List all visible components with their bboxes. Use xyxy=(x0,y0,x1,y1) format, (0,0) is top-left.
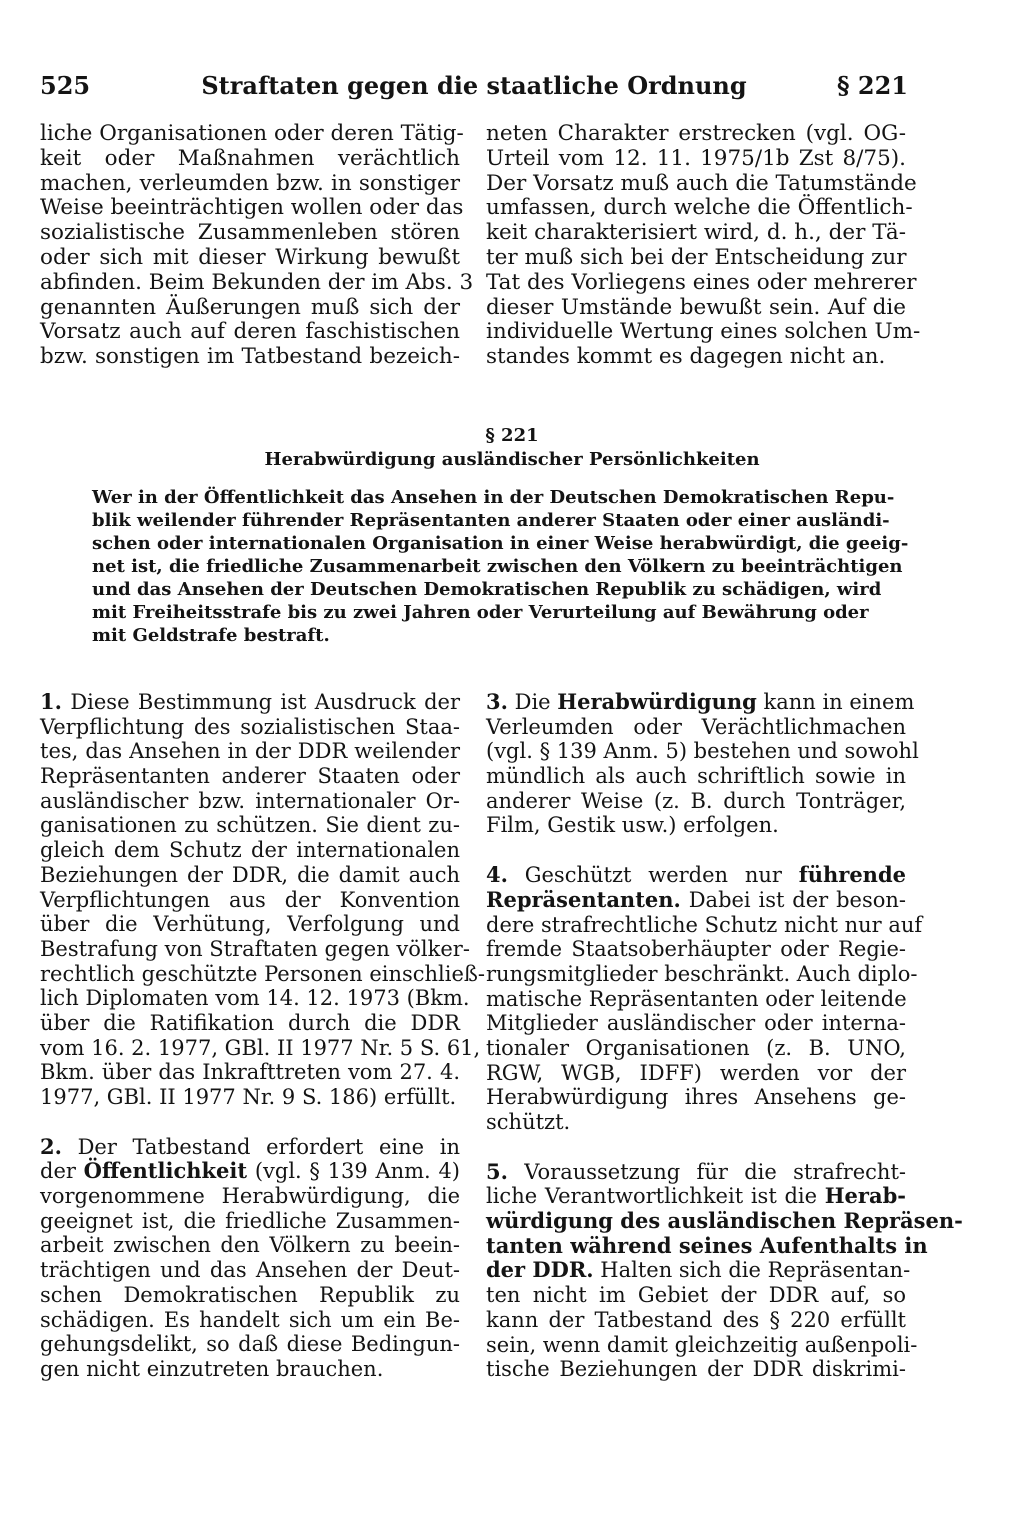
text-line: ausländischer bzw. internationaler Or- xyxy=(40,788,460,813)
text-line: bzw. sonstigen im Tatbestand bezeich- xyxy=(40,344,460,370)
section-reference: § 221 xyxy=(836,71,908,100)
text-line: Vorsatz auch auf deren faschistischen xyxy=(40,319,460,345)
text-line: ter muß sich bei der Entscheidung zur xyxy=(486,244,907,270)
text-line: dere strafrechtliche Schutz nicht nur auf xyxy=(486,912,923,937)
text-line xyxy=(40,1159,460,1184)
running-title: Straftaten gegen die staatliche Ordnung xyxy=(201,71,747,100)
emphasis: der DDR. xyxy=(486,1257,594,1283)
text-line xyxy=(40,690,460,715)
text-line: vom 16. 2. 1977, GBl. II 1977 Nr. 5 S. 61, xyxy=(40,1035,481,1060)
text-run: (vgl. § 139 Anm. 4) xyxy=(247,1159,461,1184)
text-line: würdigung des ausländischen Repräsen- xyxy=(486,1208,963,1234)
text-line xyxy=(486,689,915,715)
note-4 xyxy=(486,862,923,1135)
text-line: ganisationen zu schützen. Sie dient zu- xyxy=(40,813,460,838)
statute-line: blik weilender führender Repräsentanten anderer Staaten oder einer ausländi- xyxy=(92,510,890,531)
text-line: arbeit zwischen den Völkern zu beein- xyxy=(40,1233,460,1258)
note-number: 1. xyxy=(40,689,62,714)
statute-line: mit Freiheitsstrafe bis zu zwei Jahren oder Verurteilung auf Bewährung oder xyxy=(92,602,869,623)
text-line: schützt. xyxy=(486,1110,571,1134)
text-line: kann der Tatbestand des § 220 erfüllt xyxy=(486,1307,906,1332)
text-line: Bkm. über das Inkrafttreten vom 27. 4. xyxy=(40,1060,460,1085)
commentary-left-column xyxy=(40,689,486,1382)
text-line: matische Repräsentanten oder leitende xyxy=(486,986,907,1011)
text-line: umfassen, durch welche die Öffentlich- xyxy=(486,195,913,221)
note-5 xyxy=(486,1158,963,1382)
text-line: über die Ratifikation durch die DDR xyxy=(40,1010,460,1035)
text-run: Halten sich die Repräsentan- xyxy=(593,1258,911,1283)
text-line: Tat des Vorliegens eines oder mehrerer xyxy=(486,269,917,295)
text-line: tische Beziehungen der DDR diskrimi- xyxy=(486,1357,906,1382)
text-line xyxy=(486,1160,906,1185)
text-line: mündlich als auch schriftlich sowie in xyxy=(486,764,906,789)
statute-line: mit Geldstrafe bestraft. xyxy=(92,625,330,646)
note-number: 2. xyxy=(40,1133,62,1159)
text-run: Der Tatbestand erfordert eine in xyxy=(77,1134,460,1159)
text-line xyxy=(486,1257,911,1283)
text-line: tionaler Organisationen (z. B. UNO, xyxy=(486,1035,906,1060)
text-line: machen, verleumden bzw. in sonstiger xyxy=(40,170,460,196)
text-line: Verpflichtungen aus der Konvention xyxy=(40,887,460,912)
text-line: Beziehungen der DDR, die damit auch xyxy=(40,862,460,887)
statute-line: und das Ansehen der Deutschen Demokratischen Republik zu schädigen, wird xyxy=(92,579,882,600)
text-line: Herabwürdigung ihres Ansehens ge- xyxy=(486,1085,906,1110)
text-line: anderer Weise (z. B. durch Tonträger, xyxy=(486,788,906,813)
text-line xyxy=(486,1184,906,1209)
text-line: Film, Gestik usw.) erfolgen. xyxy=(486,813,779,838)
statute-text xyxy=(92,486,909,647)
emphasis: Öffentlichkeit xyxy=(83,1158,248,1184)
text-line: schädigen. Es handelt sich um ein Be- xyxy=(40,1307,460,1332)
statute-line: net ist, die friedliche Zusammenarbeit zwischen den Völkern zu beeinträchtigen xyxy=(92,556,903,577)
page-number: 525 xyxy=(40,71,91,100)
note-2 xyxy=(40,1135,460,1382)
statute-line: schen oder internationalen Organisation in einer Weise herabwürdigt, die geeig- xyxy=(92,533,909,554)
text-line: keit oder Maßnahmen verächtlich xyxy=(40,145,460,171)
text-line: lich Diplomaten vom 14. 12. 1973 (Bkm. xyxy=(40,986,470,1011)
text-line xyxy=(40,1135,460,1160)
text-line: gehungsdelikt, so daß diese Bedingun- xyxy=(40,1332,460,1357)
text-line: gen nicht einzutreten brauchen. xyxy=(40,1356,384,1381)
text-run: Die xyxy=(514,690,558,714)
text-run: liche Verantwortlichkeit ist die xyxy=(486,1184,825,1209)
commentary-right-column xyxy=(486,689,963,1382)
section-title: Herabwürdigung ausländischer Persönlichkeiten xyxy=(264,449,760,470)
note-3 xyxy=(486,689,919,838)
text-line: (vgl. § 139 Anm. 5) bestehen und sowohl xyxy=(486,739,919,764)
text-run: Diese Bestimmung ist Ausdruck der xyxy=(70,690,460,714)
text-line: ten nicht im Gebiet der DDR auf, so xyxy=(486,1283,906,1308)
text-line xyxy=(486,888,906,913)
continuation-left-column xyxy=(40,121,474,370)
text-line: Verpflichtung des sozialistischen Staa- xyxy=(40,714,460,739)
text-run: Dabei ist der beson- xyxy=(680,887,906,912)
page-header xyxy=(40,68,908,108)
text-line: liche Organisationen oder deren Tätig- xyxy=(40,121,464,146)
text-line: individuelle Wertung eines solchen Um- xyxy=(486,319,921,345)
text-line: Verleumden oder Verächtlichmachen xyxy=(486,714,906,739)
text-run: Voraussetzung für die strafrecht- xyxy=(524,1159,906,1184)
text-line: Weise beeinträchtigen wollen oder das xyxy=(40,195,464,221)
text-line: keit charakterisiert wird, d. h., der Tä- xyxy=(486,220,907,246)
text-line: dieser Umstände bewußt sein. Auf die xyxy=(486,294,906,320)
text-line: RGW, WGB, IDFF) werden vor der xyxy=(486,1060,906,1085)
text-line: standes kommt es dagegen nicht an. xyxy=(486,344,886,370)
text-line: rungsmitglieder beschränkt. Auch diplo- xyxy=(486,961,918,986)
text-line: Bestrafung von Straftaten gegen völker- xyxy=(40,936,470,961)
note-number: 5. xyxy=(486,1158,508,1184)
emphasis: Herab- xyxy=(824,1183,906,1209)
text-line: rechtlich geschützte Personen einschließ- xyxy=(40,961,486,986)
text-run: der xyxy=(40,1159,84,1184)
text-line: gleich dem Schutz der internationalen xyxy=(40,838,460,863)
note-1 xyxy=(40,689,486,1110)
section-heading xyxy=(0,424,1024,472)
text-line: oder sich mit dieser Wirkung bewußt xyxy=(40,244,460,270)
text-line: tes, das Ansehen in der DDR weilender xyxy=(40,739,460,764)
emphasis: führende xyxy=(798,862,906,888)
text-line: trächtigen und das Ansehen der Deut- xyxy=(40,1258,460,1283)
text-line: tanten während seines Aufenthalts in xyxy=(486,1232,928,1258)
emphasis: Herabwürdigung xyxy=(557,689,757,714)
note-number: 3. xyxy=(486,689,508,714)
note-number: 4. xyxy=(486,862,508,888)
text-line: über die Verhütung, Verfolgung und xyxy=(40,912,460,937)
text-line: neten Charakter erstrecken (vgl. OG- xyxy=(486,121,906,146)
text-run: kann in einem xyxy=(756,690,915,714)
text-run: Geschützt werden nur xyxy=(524,863,799,888)
text-line: abfinden. Beim Bekunden der im Abs. 3 xyxy=(40,269,474,295)
text-line: Mitglieder ausländischer oder interna- xyxy=(486,1011,906,1036)
text-line: Urteil vom 12. 11. 1975/1b Zst 8/75). xyxy=(486,145,906,171)
text-line: fremde Staatsoberhäupter oder Regie- xyxy=(486,937,906,962)
text-line: Repräsentanten anderer Staaten oder xyxy=(40,764,460,789)
text-line: sein, wenn damit gleichzeitig außenpoli- xyxy=(486,1332,918,1357)
text-line: Der Vorsatz muß auch die Tatumstände xyxy=(486,170,917,196)
continuation-right-column xyxy=(486,121,921,370)
text-line xyxy=(486,863,906,888)
text-line: sozialistische Zusammenleben stören xyxy=(40,220,460,246)
section-number: § 221 xyxy=(485,425,539,446)
text-line: geeignet ist, die friedliche Zusammen- xyxy=(40,1208,460,1233)
statute-line: Wer in der Öffentlichkeit das Ansehen in der Deutschen Demokratischen Repu- xyxy=(92,487,895,508)
text-line: genannten Äußerungen muß sich der xyxy=(40,294,460,320)
text-line: 1977, GBl. II 1977 Nr. 9 S. 186) erfüllt. xyxy=(40,1085,457,1109)
text-line: vorgenommene Herabwürdigung, die xyxy=(40,1184,460,1209)
emphasis: Repräsentanten. xyxy=(486,886,681,912)
text-line: schen Demokratischen Republik zu xyxy=(40,1282,460,1307)
